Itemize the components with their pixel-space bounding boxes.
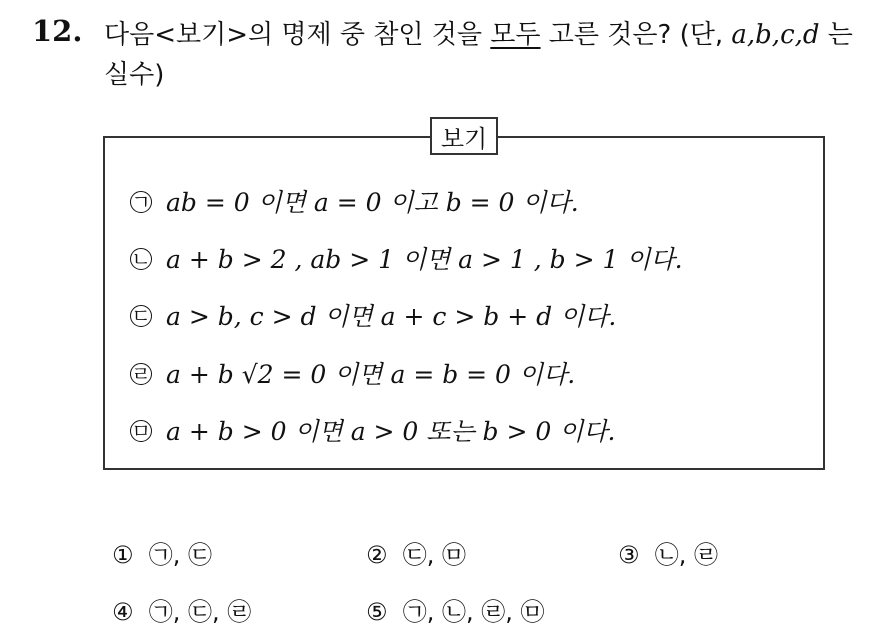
choice-text: ㉢, ㉤ xyxy=(402,541,467,569)
question-variables: a,b,c,d xyxy=(731,20,820,50)
question-stem-end: 는 xyxy=(819,20,853,50)
answer-choice-3[interactable] xyxy=(618,535,718,570)
choice-text: ㉡, ㉣ xyxy=(654,541,719,569)
question-stem-line2: 실수) xyxy=(104,60,165,90)
choice-text: ㉠, ㉢, ㉣ xyxy=(148,598,252,626)
bogi-statement: a + b > 2 , ab > 1 이면 a > 1 , b > 1 이다. xyxy=(166,245,683,274)
bogi-statement: a + b > 0 이면 a > 0 또는 b > 0 이다. xyxy=(166,417,616,446)
choice-number: ② xyxy=(366,541,388,569)
bogi-item xyxy=(130,355,575,391)
question-number: 12. xyxy=(32,14,83,48)
choice-text: ㉠, ㉡, ㉣, ㉤ xyxy=(402,598,545,626)
bogi-statement: a > b, c > d 이면 a + c > b + d 이다. xyxy=(166,302,617,331)
question-emphasis: 모두 xyxy=(490,20,541,50)
answer-choice-5[interactable] xyxy=(366,592,545,627)
question-stem-suffix: 고른 것은? (단, xyxy=(540,20,732,50)
bogi-statement: ab = 0 이면 a = 0 이고 b = 0 이다. xyxy=(166,188,579,217)
choice-number: ① xyxy=(112,541,134,569)
answer-choice-1[interactable] xyxy=(112,535,212,570)
bogi-marker: ㄹ xyxy=(131,362,151,386)
bogi-item xyxy=(130,240,683,276)
bogi-title: 보기 xyxy=(430,117,498,155)
bogi-marker: ㄱ xyxy=(131,190,151,214)
bogi-item xyxy=(130,412,615,448)
bogi-marker: ㄴ xyxy=(131,247,151,271)
answer-choice-2[interactable] xyxy=(366,535,466,570)
answer-choice-4[interactable] xyxy=(112,592,251,627)
bogi-item xyxy=(130,297,616,333)
question-stem-prefix: 다음<보기>의 명제 중 참인 것을 xyxy=(104,20,491,50)
choice-text: ㉠, ㉢ xyxy=(148,541,213,569)
bogi-marker: ㄷ xyxy=(131,304,151,328)
question-stem-line1 xyxy=(104,14,853,51)
choice-number: ⑤ xyxy=(366,598,388,626)
choice-number: ③ xyxy=(618,541,640,569)
bogi-statement: a + b √2 = 0 이면 a = b = 0 이다. xyxy=(166,360,576,389)
bogi-item xyxy=(130,183,579,219)
choice-number: ④ xyxy=(112,598,134,626)
bogi-marker: ㅁ xyxy=(131,419,151,443)
